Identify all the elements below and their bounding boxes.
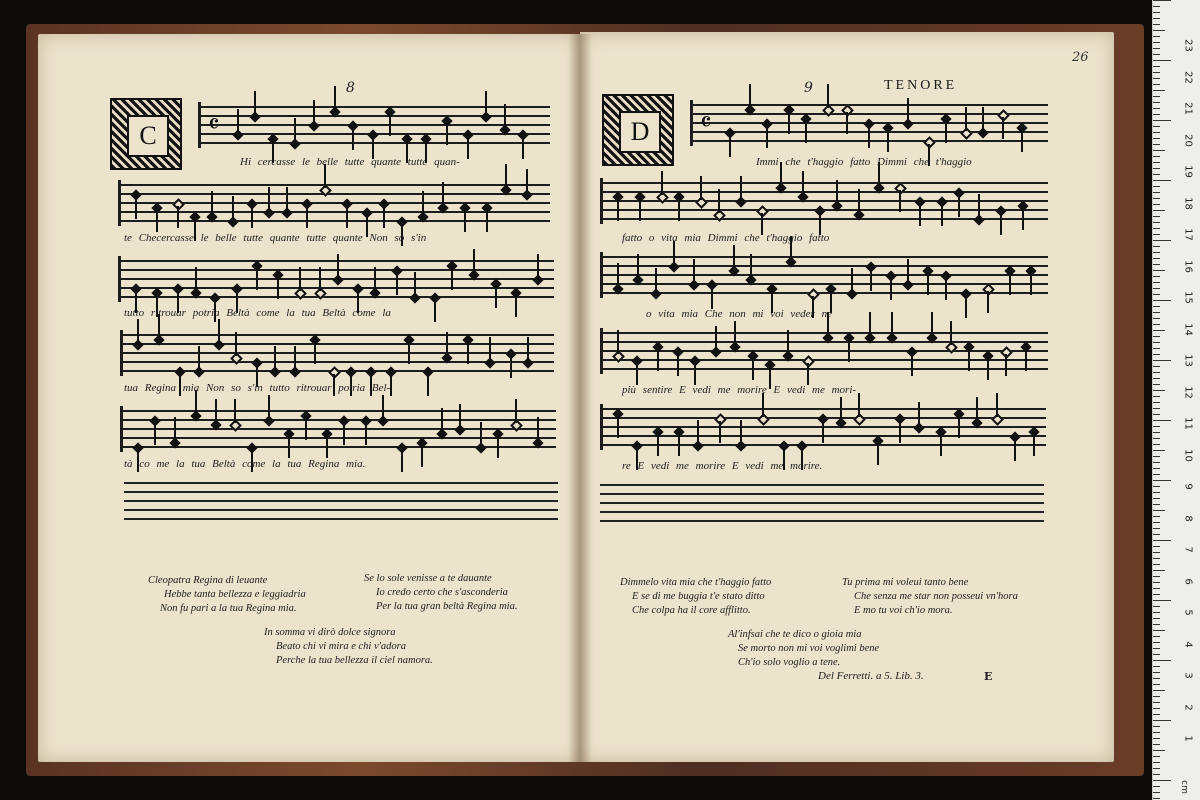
ruler-tick <box>1153 660 1171 661</box>
ruler-tick <box>1153 78 1160 79</box>
ruler-tick <box>1153 468 1160 469</box>
ruler-number: 19 <box>1182 165 1194 178</box>
ruler-tick <box>1153 690 1165 691</box>
ruler-tick <box>1153 780 1171 781</box>
ruler-number: 22 <box>1182 70 1194 84</box>
ruler-tick <box>1153 54 1160 55</box>
ruler-tick <box>1153 414 1160 415</box>
ruler-tick <box>1153 696 1160 697</box>
ruler-tick <box>1153 198 1160 199</box>
ruler-tick <box>1153 642 1160 643</box>
ruler-tick <box>1153 144 1160 145</box>
ruler-tick <box>1153 60 1171 61</box>
music-staff <box>198 102 550 148</box>
ruler-tick <box>1153 564 1160 565</box>
ruler-tick <box>1153 390 1165 391</box>
decorated-initial-c <box>110 98 182 170</box>
ruler-tick <box>1153 648 1160 649</box>
ruler-tick <box>1153 558 1160 559</box>
ruler-number: 21 <box>1182 102 1194 115</box>
verse-stanza-2 <box>364 572 517 614</box>
ruler-tick <box>1153 150 1165 151</box>
ruler-tick <box>1153 138 1160 139</box>
verse-line: Non fu pari a la tua Regina mia. <box>160 603 297 614</box>
ruler-number: 8 <box>1182 514 1194 522</box>
ruler-tick <box>1153 72 1160 73</box>
initial-letter: D <box>619 111 661 153</box>
ruler-tick <box>1153 606 1160 607</box>
verse-line: Io credo certo che s'asconderia <box>376 587 508 598</box>
ruler-tick <box>1153 156 1160 157</box>
ruler-tick <box>1153 588 1160 589</box>
ruler-number: 10 <box>1182 448 1194 462</box>
ruler-tick <box>1153 162 1160 163</box>
ruler-tick <box>1153 486 1160 487</box>
voice-part-header: TENORE <box>884 78 958 93</box>
ruler-unit-label: cm <box>1178 780 1189 794</box>
composer-attribution: Del Ferretti. a 5. Lib. 3. <box>818 670 924 682</box>
ruler-tick <box>1153 12 1160 13</box>
ruler-tick <box>1153 540 1171 541</box>
lyric-line: Hi cercasse le belle tutte quante tutte quan- <box>240 156 460 168</box>
verse-line: Dimmelo vita mia che t'haggio fatto <box>620 577 772 588</box>
ruler-tick <box>1153 366 1160 367</box>
ruler-tick <box>1153 360 1171 361</box>
ruler-number: 17 <box>1182 228 1194 241</box>
verse-line: Cleopatra Regina di leuante <box>148 575 268 586</box>
music-staff <box>600 404 1046 450</box>
ruler-tick <box>1153 438 1160 439</box>
ruler-number: 16 <box>1182 259 1194 273</box>
verse-line: In somma vi dirò dolce signora <box>264 627 396 638</box>
verse-stanza-3 <box>728 628 879 670</box>
ruler-tick <box>1153 276 1160 277</box>
ruler-tick <box>1153 798 1160 799</box>
ruler-number: 2 <box>1182 703 1194 711</box>
lyric-line: te Checercasse le belle tutte quante tutte quante Non so s'in <box>124 232 427 244</box>
blank-staff <box>600 484 1044 522</box>
ruler-tick <box>1153 30 1165 31</box>
verse-stanza-2 <box>842 576 1018 618</box>
music-staff <box>600 328 1048 374</box>
ruler-tick <box>1153 528 1160 529</box>
ruler-tick <box>1153 732 1160 733</box>
ruler-tick <box>1153 672 1160 673</box>
ruler-tick <box>1153 42 1160 43</box>
ruler-tick <box>1153 786 1160 787</box>
verse-line: Al'infsai che te dico o gioia mia <box>728 629 862 640</box>
music-staff <box>118 256 554 302</box>
verse-line: Beato chi vi mira e chi v'adora <box>276 641 406 652</box>
ruler-number: 11 <box>1182 417 1194 430</box>
ruler-tick <box>1153 102 1160 103</box>
ruler-tick <box>1153 498 1160 499</box>
ruler-tick <box>1153 18 1160 19</box>
ruler-tick <box>1153 306 1160 307</box>
ruler-tick <box>1153 618 1160 619</box>
ruler-tick <box>1153 348 1160 349</box>
ruler-tick <box>1153 66 1160 67</box>
music-staff <box>120 330 554 376</box>
gathering-signature: E <box>984 670 993 683</box>
ruler-tick <box>1153 768 1160 769</box>
ruler-tick <box>1153 582 1160 583</box>
ruler-tick <box>1153 600 1171 601</box>
ruler-tick <box>1153 552 1160 553</box>
lyric-line: fatto o vita mia Dimmi che t'haggio fatto <box>622 232 830 244</box>
ruler-tick <box>1153 756 1160 757</box>
ruler-tick <box>1153 546 1160 547</box>
ruler-tick <box>1153 378 1160 379</box>
initial-letter: C <box>127 115 169 157</box>
ruler-tick <box>1153 240 1171 241</box>
ruler-tick <box>1153 342 1160 343</box>
ruler-tick <box>1153 492 1160 493</box>
ruler-tick <box>1153 210 1165 211</box>
ruler-tick <box>1153 504 1160 505</box>
ruler-tick <box>1153 408 1160 409</box>
ruler-tick <box>1153 612 1160 613</box>
lyric-line: tua Regina mia Non so s'in tutto ritrouar potria Bel- <box>124 382 391 394</box>
ruler-tick <box>1153 456 1160 457</box>
ruler-tick <box>1153 48 1160 49</box>
ruler-tick <box>1153 282 1160 283</box>
lyric-line: Immi che t'haggio fatto Dimmi che t'haggio <box>756 156 972 168</box>
music-staff <box>690 100 1048 146</box>
ruler-tick <box>1153 666 1160 667</box>
verse-line: Perche la tua bellezza il ciel namora. <box>276 655 433 666</box>
verse-line: E mo tu voi ch'io mora. <box>854 605 953 616</box>
ruler-tick <box>1153 654 1160 655</box>
ruler-tick <box>1153 186 1160 187</box>
ruler-tick <box>1153 444 1160 445</box>
ruler-tick <box>1153 168 1160 169</box>
ruler-tick <box>1153 510 1165 511</box>
verse-stanza-3 <box>264 626 433 668</box>
verse-stanza-1 <box>620 576 771 618</box>
ruler-tick <box>1153 570 1165 571</box>
ruler-tick <box>1153 774 1160 775</box>
ruler-number: 1 <box>1182 735 1194 742</box>
ruler-tick <box>1153 636 1160 637</box>
verse-line: Che senza me star non posseui vn'hora <box>854 591 1018 602</box>
ruler-number: 3 <box>1182 672 1194 679</box>
ruler-number: 15 <box>1182 291 1194 304</box>
ruler-tick <box>1153 0 1171 1</box>
ruler-tick <box>1153 684 1160 685</box>
ruler-tick <box>1153 204 1160 205</box>
verse-stanza-1 <box>148 574 306 616</box>
ruler-tick <box>1153 762 1160 763</box>
ruler-tick <box>1153 744 1160 745</box>
ruler-tick <box>1153 426 1160 427</box>
ruler-tick <box>1153 324 1160 325</box>
music-staff <box>600 252 1048 298</box>
ruler-tick <box>1153 384 1160 385</box>
verse-line: Che colpa ha il core afflitto. <box>632 605 751 616</box>
ruler-tick <box>1153 678 1160 679</box>
ruler-tick <box>1153 480 1171 481</box>
left-page-number: 8 <box>346 80 355 96</box>
ruler-tick <box>1153 576 1160 577</box>
ruler-number: 12 <box>1182 385 1194 399</box>
ruler-tick <box>1153 234 1160 235</box>
ruler-tick <box>1153 36 1160 37</box>
ruler-tick <box>1153 534 1160 535</box>
verse-line: Hebbe tanta bellezza e leggiadria <box>164 589 306 600</box>
verse-line: Ch'io solo voglio a tene. <box>738 657 841 668</box>
ruler-number: 7 <box>1182 546 1194 553</box>
ruler-tick <box>1153 180 1171 181</box>
blank-staff <box>124 482 558 520</box>
lyric-line: re E vedi me morire E vedi me morire. <box>622 460 823 472</box>
ruler-number: 20 <box>1182 133 1194 147</box>
ruler-tick <box>1153 108 1160 109</box>
measuring-ruler <box>1152 0 1200 800</box>
ruler-tick <box>1153 120 1171 121</box>
ruler-tick <box>1153 522 1160 523</box>
ruler-tick <box>1153 372 1160 373</box>
music-staff <box>120 406 556 452</box>
ruler-tick <box>1153 90 1165 91</box>
ruler-tick <box>1153 462 1160 463</box>
mensuration-sign: 𝄴 <box>700 108 712 137</box>
ruler-tick <box>1153 174 1160 175</box>
ruler-number: 18 <box>1182 196 1194 210</box>
ruler-tick <box>1153 750 1165 751</box>
verse-line: Se morto non mi voi voglimi bene <box>738 643 880 654</box>
ruler-tick <box>1153 726 1160 727</box>
ruler-tick <box>1153 330 1165 331</box>
music-staff <box>118 180 550 226</box>
ruler-tick <box>1153 300 1171 301</box>
ruler-tick <box>1153 402 1160 403</box>
ruler-tick <box>1153 264 1160 265</box>
lyric-line: più sentire E vedi me morire E vedi me mori- <box>622 384 857 396</box>
folio-number: 26 <box>1072 50 1089 65</box>
verse-line: Per la tua gran beltà Regina mia. <box>376 601 518 612</box>
ruler-tick <box>1153 396 1160 397</box>
ruler-tick <box>1153 96 1160 97</box>
verse-line: E se di me buggia t'e stato ditto <box>632 591 765 602</box>
ruler-tick <box>1153 6 1160 7</box>
right-page-number: 9 <box>804 80 813 96</box>
lyric-line: o vita mia Che non mi voi veder ne <box>646 308 832 320</box>
ruler-number: 14 <box>1182 322 1194 336</box>
page-gutter <box>568 34 592 762</box>
ruler-tick <box>1153 420 1171 421</box>
ruler-tick <box>1153 792 1160 793</box>
ruler-number: 23 <box>1182 39 1194 52</box>
ruler-tick <box>1153 594 1160 595</box>
ruler-tick <box>1153 708 1160 709</box>
ruler-tick <box>1153 228 1160 229</box>
ruler-tick <box>1153 714 1160 715</box>
ruler-tick <box>1153 624 1160 625</box>
ruler-tick <box>1153 702 1160 703</box>
ruler-tick <box>1153 432 1160 433</box>
ruler-tick <box>1153 258 1160 259</box>
ruler-tick <box>1153 114 1160 115</box>
ruler-tick <box>1153 516 1160 517</box>
ruler-tick <box>1153 24 1160 25</box>
ruler-number: 5 <box>1182 609 1194 616</box>
ruler-tick <box>1153 312 1160 313</box>
ruler-tick <box>1153 336 1160 337</box>
music-staff <box>600 178 1048 224</box>
lyric-line: tutto ritrouar potria Beltà come la tua Beltà come la <box>124 307 391 319</box>
ruler-number: 9 <box>1182 483 1194 490</box>
ruler-tick <box>1153 132 1160 133</box>
ruler-tick <box>1153 354 1160 355</box>
ruler-tick <box>1153 720 1171 721</box>
ruler-tick <box>1153 294 1160 295</box>
ruler-number: 4 <box>1182 640 1194 648</box>
ruler-tick <box>1153 270 1165 271</box>
verse-line: Se lo sole venisse a te dauante <box>364 573 492 584</box>
decorated-initial-d <box>602 94 674 166</box>
ruler-tick <box>1153 84 1160 85</box>
ruler-tick <box>1153 126 1160 127</box>
ruler-tick <box>1153 246 1160 247</box>
ruler-number: 13 <box>1182 354 1194 367</box>
ruler-tick <box>1153 450 1165 451</box>
ruler-tick <box>1153 192 1160 193</box>
ruler-tick <box>1153 222 1160 223</box>
ruler-tick <box>1153 318 1160 319</box>
mensuration-sign: 𝄴 <box>208 110 220 139</box>
ruler-tick <box>1153 630 1165 631</box>
ruler-number: 6 <box>1182 577 1194 585</box>
lyric-line: tà co me la tua Beltà come la tua Regina mia. <box>124 458 366 470</box>
ruler-tick <box>1153 738 1160 739</box>
verse-line: Tu prima mi voleui tanto bene <box>842 577 969 588</box>
ruler-tick <box>1153 252 1160 253</box>
ruler-tick <box>1153 288 1160 289</box>
ruler-tick <box>1153 474 1160 475</box>
ruler-tick <box>1153 216 1160 217</box>
